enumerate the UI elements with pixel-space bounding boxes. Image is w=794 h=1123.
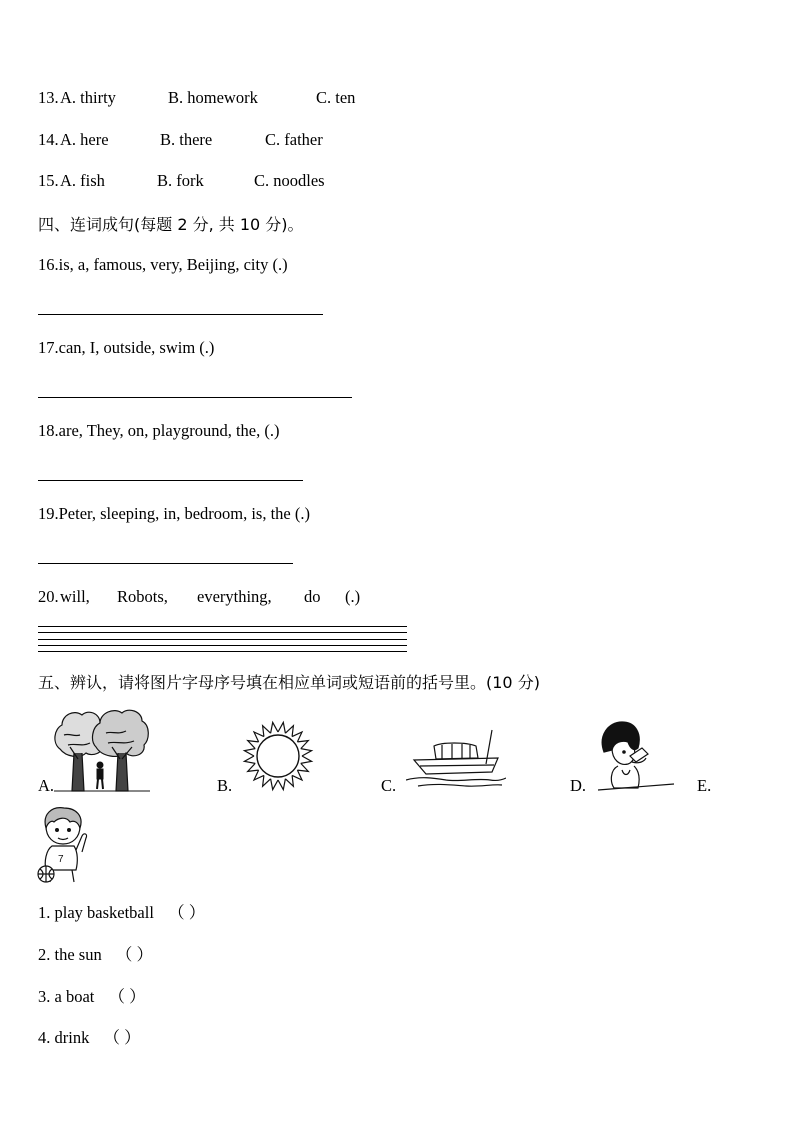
match-item-text: 1. play basketball [38,903,154,922]
sun-ray [292,732,302,742]
sun-ray [285,726,293,737]
word-chunk: Robots, [117,587,168,606]
sun-ray [292,770,302,780]
answer-parentheses[interactable]: （ ） [115,945,153,964]
section-4-title: 四、连词成句(每题 2 分, 共 10 分)。 [38,215,304,234]
word-chunk: everything, [197,587,272,606]
option-b: B. fork [157,171,204,190]
answer-line-20[interactable] [38,651,407,652]
question-text: can, I, outside, swim (.) [58,338,215,357]
sun-ray [263,775,271,786]
sun-ray [301,749,312,756]
question-16 [38,255,288,275]
question-20 [38,587,59,607]
drinking-girl-picture [594,718,678,794]
picture-label-b: B. [217,776,233,795]
match-item-3 [38,983,146,1007]
option-a: A. here [60,130,109,149]
question-17 [38,338,214,358]
sun-icon [242,720,314,792]
question-18 [38,421,279,441]
match-item-4 [38,1024,141,1048]
word-chunk: do [304,587,321,606]
sun-ray [244,749,255,756]
question-14 [38,130,59,150]
match-item-text: 3. a boat [38,987,95,1006]
answer-line-20[interactable] [38,645,407,646]
question-number: 16. [38,255,59,274]
sun-ray [278,779,285,790]
question-number: 13. [38,88,59,107]
option-c: C. ten [316,88,356,107]
answer-line-16[interactable] [38,314,323,315]
answer-parentheses[interactable]: （ ） [103,1028,141,1047]
picture-label-e: E. [697,776,712,795]
answer-parentheses[interactable]: （ ） [108,987,146,1006]
question-number: 20. [38,587,59,606]
sun-ray [248,741,259,749]
match-item-2 [38,941,153,965]
answer-line-17[interactable] [38,397,352,398]
svg-text:7: 7 [58,854,64,865]
sun-ray [254,770,264,780]
question-text: Peter, sleeping, in, bedroom, is, the (.) [58,504,310,523]
question-15 [38,171,59,191]
picture-label-c: C. [381,776,397,795]
word-chunk: (.) [345,587,361,606]
sun-ray [297,741,308,749]
option-a: A. thirty [60,88,116,107]
sun-ray [271,722,278,733]
picture-label-d: D. [570,776,587,795]
section-5-title: 五、辨认，请将图片字母序号填在相应单词或短语前的括号里。(10 分) [38,673,540,692]
question-number: 18. [38,421,59,440]
answer-parentheses[interactable]: （ ） [168,903,206,922]
picture-label-a: A. [38,776,55,795]
answer-line-20[interactable] [38,626,407,627]
sun-ray [301,756,312,763]
match-item-1 [38,899,205,923]
question-number: 15. [38,171,59,190]
sun-ray [254,732,264,742]
question-text: is, a, famous, very, Beijing, city (.) [58,255,288,274]
question-number: 17. [38,338,59,357]
question-number: 19. [38,504,59,523]
answer-line-20[interactable] [38,632,407,633]
option-b: B. homework [168,88,258,107]
question-13 [38,88,59,108]
sun-ray [271,779,278,790]
trees-picture [52,707,152,793]
sun-ray [278,722,285,733]
boat-picture [406,728,506,790]
word-chunk: will, [60,587,90,606]
option-c: C. father [265,130,323,149]
option-b: B. there [160,130,213,149]
question-number: 14. [38,130,59,149]
match-item-text: 2. the sun [38,945,102,964]
sun-ray [285,775,293,786]
sun-ray [244,756,255,763]
question-text: are, They, on, playground, the, (.) [58,421,280,440]
basketball-boy-picture [36,806,90,884]
sun-ray [263,726,271,737]
sun-ray [248,763,259,771]
question-19 [38,504,310,524]
answer-line-19[interactable] [38,563,293,564]
answer-line-20[interactable] [38,639,407,640]
option-a: A. fish [60,171,105,190]
answer-line-18[interactable] [38,480,303,481]
match-item-text: 4. drink [38,1028,90,1047]
sun-ray [297,763,308,771]
option-c: C. noodles [254,171,325,190]
